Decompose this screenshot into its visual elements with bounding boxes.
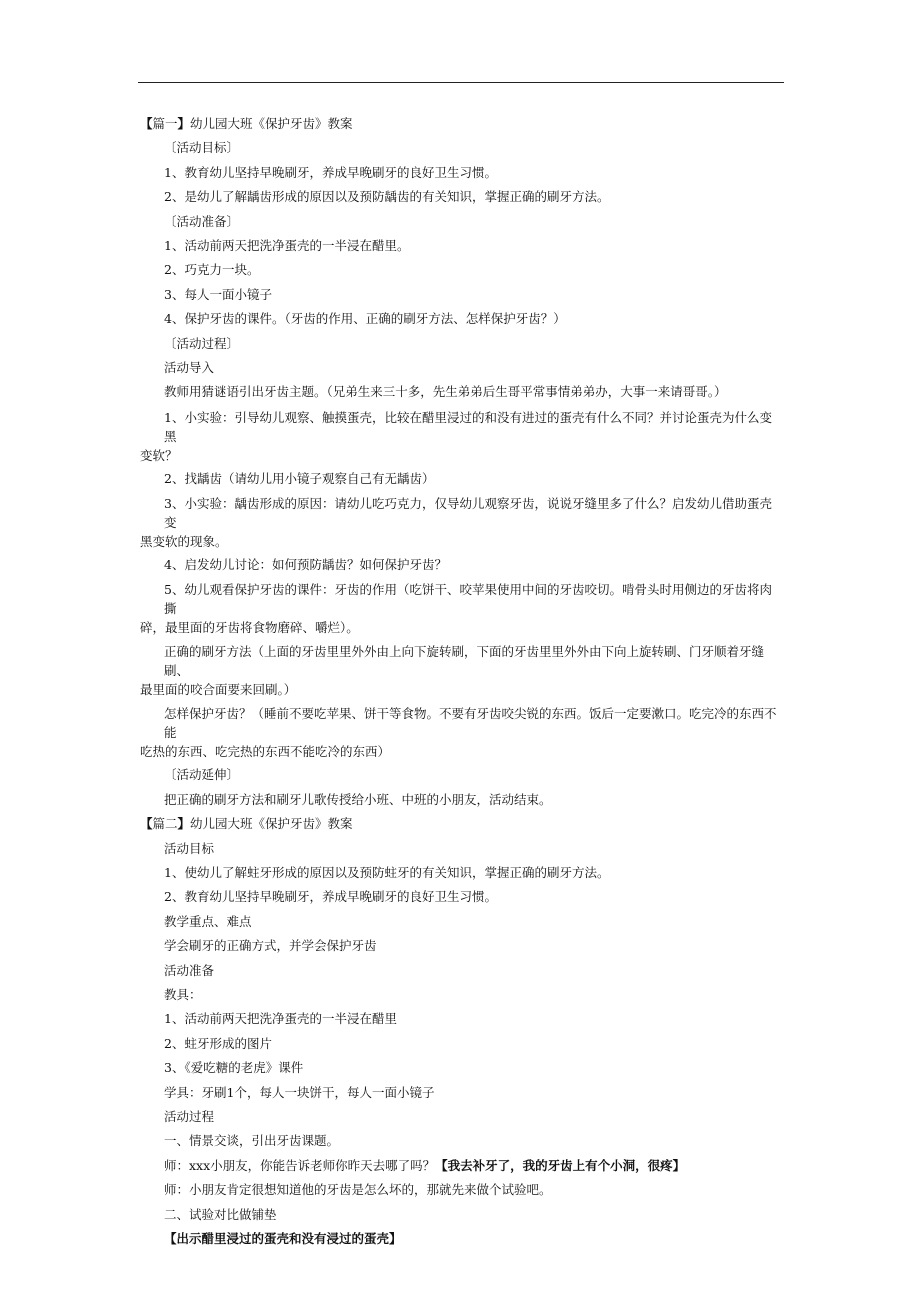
text-line: 2、教育幼儿坚持早晚刷牙，养成早晚刷牙的良好卫生习惯。 xyxy=(164,889,497,905)
paragraph-continuation: 吃热的东西、吃完热的东西不能吃冷的东西） xyxy=(140,744,391,760)
dialogue-text: 师：xxx小朋友，你能告诉老师你昨天去哪了吗？ xyxy=(164,1157,436,1173)
text-line xyxy=(140,1154,780,1178)
paragraph-first-line: 正确的刷牙方法（上面的牙齿里里外外由上向下旋转刷，下面的牙齿里里外外由下向上旋转刷、门牙顺着牙缝刷、 xyxy=(164,644,765,679)
text-line: 学具：牙刷1个，每人一块饼干，每人一面小镜子 xyxy=(164,1084,435,1100)
text-line: 2、蛀牙形成的图片 xyxy=(164,1035,272,1051)
heading-title: 幼儿园大班《保护牙齿》教案 xyxy=(190,816,353,832)
text-line: 活动目标 xyxy=(164,840,215,856)
dialogue-response: 【我去补牙了，我的牙齿上有个小洞，很疼】 xyxy=(435,1157,686,1173)
header-rule xyxy=(138,82,784,83)
section-heading xyxy=(140,112,780,136)
text-line: 4、启发幼儿讨论：如何预防龋齿？如何保护牙齿？ xyxy=(164,557,447,573)
text-line: 3、《爱吃糖的老虎》课件 xyxy=(164,1060,304,1076)
paragraph-continuation: 变软？ xyxy=(140,447,178,463)
paragraph xyxy=(140,405,780,467)
heading-label: 篇一 xyxy=(152,116,178,131)
text-line: 〔活动准备〕 xyxy=(164,213,240,229)
text-line: 〔活动目标〕 xyxy=(164,140,240,156)
text-line: 活动过程 xyxy=(164,1108,215,1124)
text-line: 教具： xyxy=(164,986,202,1002)
section-heading xyxy=(140,812,780,836)
text-line: 一、情景交谈，引出牙齿课题。 xyxy=(164,1133,340,1149)
heading-label: 篇二 xyxy=(152,816,178,832)
text-line: 1、活动前两天把洗净蛋壳的一半浸在醋里 xyxy=(164,1011,397,1027)
text-line: 〔活动延伸〕 xyxy=(164,767,240,783)
paragraph-continuation: 最里面的咬合面要来回刷。） xyxy=(140,682,297,698)
heading-bracket-close: 】 xyxy=(177,816,191,832)
text-line: 2、是幼儿了解龋齿形成的原因以及预防龋齿的有关知识，掌握正确的刷牙方法。 xyxy=(164,189,610,205)
text-line: 活动准备 xyxy=(164,962,215,978)
heading-bracket-close: 】 xyxy=(177,116,191,131)
text-line: 2、找龋齿（请幼儿用小镜子观察自己有无龋齿） xyxy=(164,470,435,486)
heading-bracket-open: 【 xyxy=(140,116,153,131)
paragraph-first-line: 1、小实验：引导幼儿观察、触摸蛋壳，比较在醋里浸过的和没有进过的蛋壳有什么不同？并讨论蛋壳为什么变黑 xyxy=(164,409,772,444)
paragraph xyxy=(140,491,780,553)
paragraph xyxy=(140,701,780,763)
text-line: 学会刷牙的正确方式，并学会保护牙齿 xyxy=(164,938,377,954)
paragraph-continuation: 黑变软的现象。 xyxy=(140,534,228,550)
paragraph xyxy=(140,639,780,701)
text-line: 1、活动前两天把洗净蛋壳的一半浸在醋里。 xyxy=(164,237,410,253)
paragraph-first-line: 怎样保护牙齿？（睡前不要吃苹果、饼干等食物。不要有牙齿咬尖锐的东西。饭后一定要漱口。吃完冷的东西不能 xyxy=(164,706,777,741)
text-line: 教师用猜谜语引出牙齿主题。（兄弟生来三十多，先生弟弟后生哥平常事情弟弟办，大事一来请哥哥。） xyxy=(164,384,727,400)
heading-bracket-open: 【 xyxy=(140,816,153,832)
paragraph-continuation: 碎，最里面的牙齿将食物磨碎、嚼烂）。 xyxy=(140,620,359,636)
text-line: 活动导入 xyxy=(164,359,215,375)
text-line: 二、试验对比做铺垫 xyxy=(164,1206,277,1222)
text-line: 3、每人一面小镜子 xyxy=(164,286,272,302)
document-body xyxy=(140,112,780,1251)
text-line: 1、使幼儿了解蛀牙形成的原因以及预防蛀牙的有关知识，掌握正确的刷牙方法。 xyxy=(164,865,610,881)
paragraph-first-line: 3、小实验：龋齿形成的原因：请幼儿吃巧克力，仅导幼儿观察牙齿，说说牙缝里多了什么？启发幼儿借助蛋壳变 xyxy=(164,496,772,531)
heading-title: 幼儿园大班《保护牙齿》教案 xyxy=(190,116,353,131)
text-line: 〔活动过程〕 xyxy=(164,335,240,351)
text-line: 4、保护牙齿的课件。（牙齿的作用、正确的刷牙方法、怎样保护牙齿？） xyxy=(164,311,566,327)
text-line: 师：小朋友肯定很想知道他的牙齿是怎么坏的，那就先来做个试验吧。 xyxy=(164,1182,552,1198)
text-line: 教学重点、难点 xyxy=(164,913,252,929)
text-line: 把正确的刷牙方法和刷牙儿歌传授给小班、中班的小朋友，活动结束。 xyxy=(164,791,552,807)
text-line: 1、教育幼儿坚持早晚刷牙，养成早晚刷牙的良好卫生习惯。 xyxy=(164,164,497,180)
bold-text-line: 【出示醋里浸过的蛋壳和没有浸过的蛋壳】 xyxy=(164,1230,402,1246)
paragraph xyxy=(140,577,780,639)
text-line: 2、巧克力一块。 xyxy=(164,262,260,278)
paragraph-first-line: 5、幼儿观看保护牙齿的课件：牙齿的作用（吃饼干、咬苹果使用中间的牙齿咬切。啃骨头时用侧边的牙齿将肉撕 xyxy=(164,582,772,617)
